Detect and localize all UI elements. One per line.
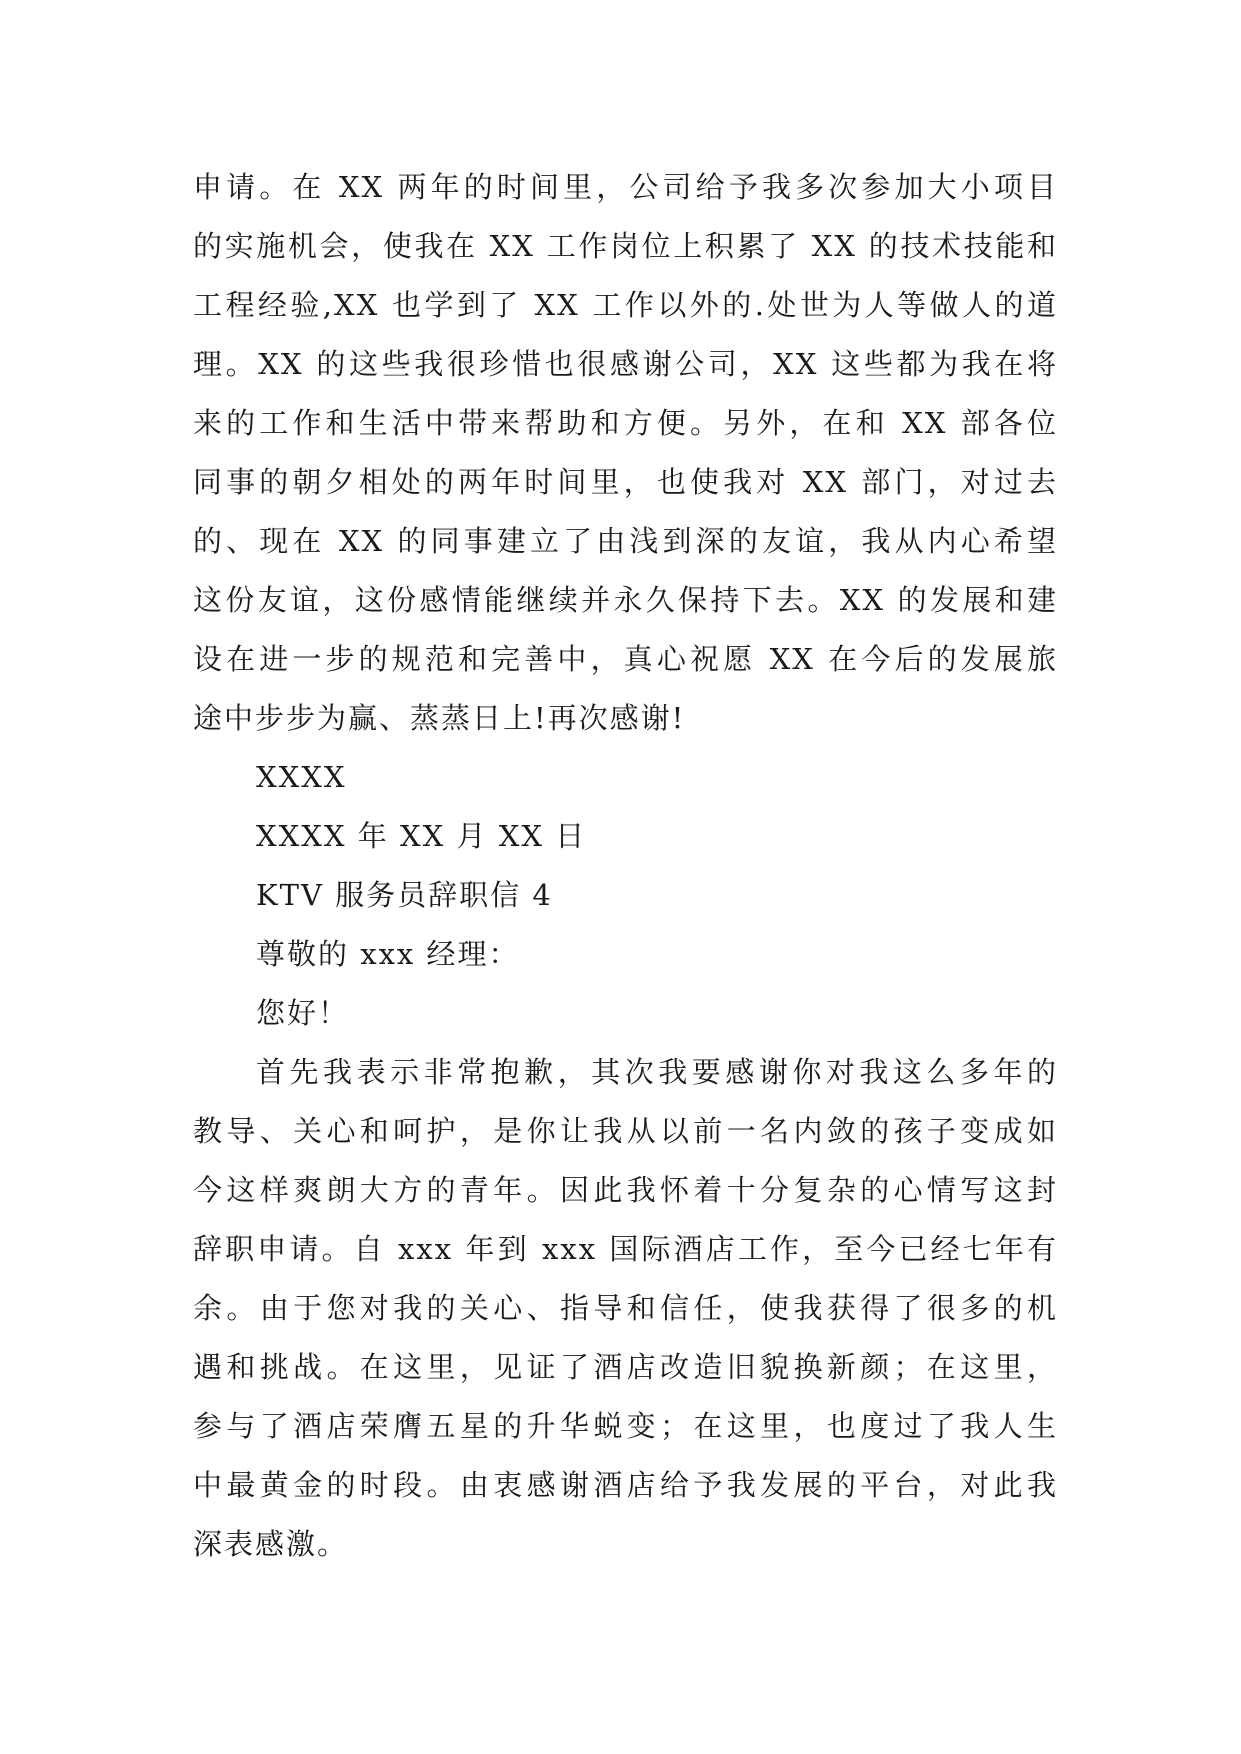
text-line: 的实施机会，使我在 XX 工作岗位上积累了 XX 的技术技能和: [193, 229, 1058, 263]
paragraph-2: [193, 1043, 1058, 1574]
text-line: 余。由于您对我的关心、指导和信任，使我获得了很多的机: [193, 1291, 1058, 1325]
text-line: 教导、关心和呵护，是你让我从以前一名内敛的孩子变成如: [193, 1114, 1058, 1148]
signature-name: XXXX: [256, 760, 347, 794]
text-line: 中最黄金的时段。由衷感谢酒店给予我发展的平台，对此我: [193, 1468, 1058, 1502]
signature-date: XXXX 年 XX 月 XX 日: [256, 819, 587, 853]
text-line: 今这样爽朗大方的青年。因此我怀着十分复杂的心情写这封: [193, 1173, 1058, 1207]
paragraph-1: [193, 158, 1058, 748]
text-line: 的、现在 XX 的同事建立了由浅到深的友谊，我从内心希望: [193, 524, 1058, 558]
section-title: KTV 服务员辞职信 4: [256, 878, 553, 912]
text-line: 来的工作和生活中带来帮助和方便。另外，在和 XX 部各位: [193, 406, 1058, 440]
text-line: 辞职申请。自 xxx 年到 xxx 国际酒店工作，至今已经七年有: [193, 1232, 1058, 1266]
text-line: 这份友谊，这份感情能继续并永久保持下去。XX 的发展和建: [193, 583, 1058, 617]
greeting: 您好！: [256, 996, 350, 1030]
text-line: 参与了酒店荣膺五星的升华蜕变；在这里，也度过了我人生: [193, 1409, 1058, 1443]
text-line: 同事的朝夕相处的两年时间里，也使我对 XX 部门，对过去: [193, 465, 1058, 499]
text-line: 申请。在 XX 两年的时间里，公司给予我多次参加大小项目: [193, 170, 1058, 204]
text-line: 首先我表示非常抱歉，其次我要感谢你对我这么多年的: [256, 1055, 1058, 1089]
salutation: 尊敬的 xxx 经理：: [256, 937, 520, 971]
text-line: 工程经验,XX 也学到了 XX 工作以外的.处世为人等做人的道: [193, 288, 1058, 322]
text-line: 深表感激。: [193, 1527, 349, 1561]
text-line: 途中步步为赢、蒸蒸日上!再次感谢!: [193, 701, 686, 735]
text-line: 遇和挑战。在这里，见证了酒店改造旧貌换新颜；在这里，: [193, 1350, 1058, 1384]
letter-body: [193, 158, 1058, 1574]
text-line: 理。XX 的这些我很珍惜也很感谢公司，XX 这些都为我在将: [193, 347, 1058, 381]
text-line: 设在进一步的规范和完善中，真心祝愿 XX 在今后的发展旅: [193, 642, 1058, 676]
